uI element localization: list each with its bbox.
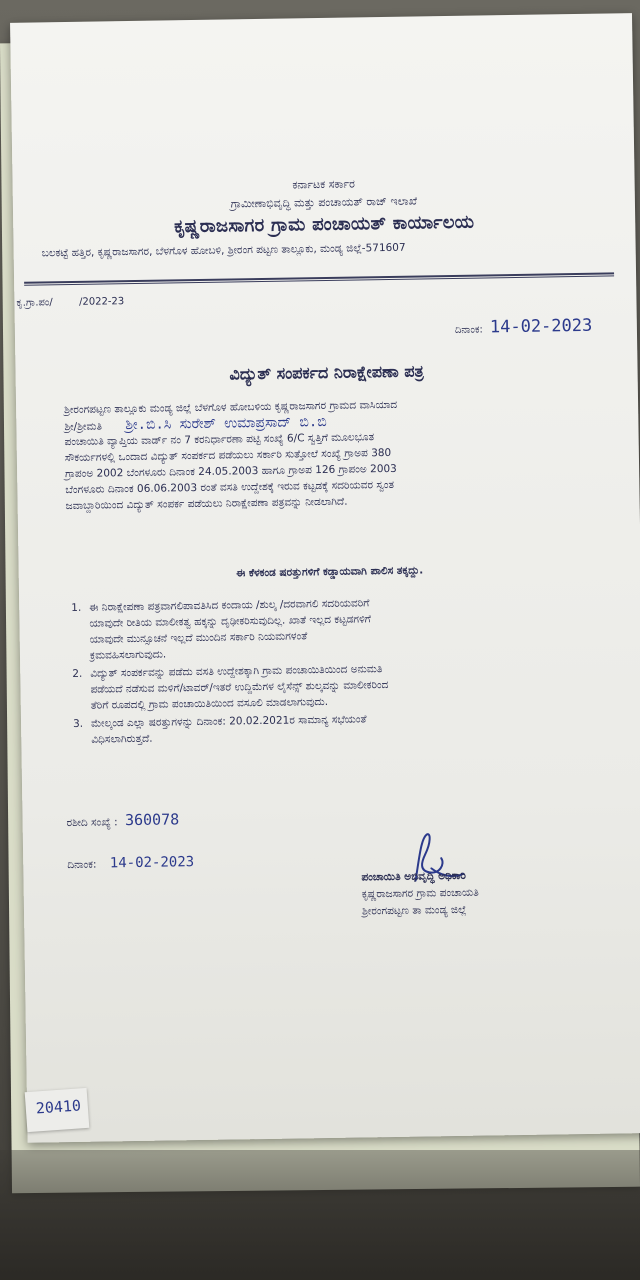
- conditions-list: [67, 591, 629, 750]
- signatory-location: ಶ್ರೀರಂಗಪಟ್ಟಣ ತಾ ಮಂಡ್ಯ ಜಿಲ್ಲೆ: [361, 903, 467, 918]
- condition-item: [68, 657, 629, 714]
- desk-shadow: [0, 1150, 640, 1280]
- letter-date-value: 14-02-2023: [489, 315, 593, 338]
- body-line: ಶ್ರೀರಂಗಪಟ್ಟಣ ತಾಲ್ಲೂಕು ಮಂಡ್ಯ ಜಿಲ್ಲೆ ಬೆಳಗೊಳ ಹೋಬಳಿಯ ಕೃಷ್ಣರಾಜಸಾಗರ ಗ್ರಾಮದ ವಾಸಿಯಾದ: [64, 398, 398, 417]
- reference-number: [16, 296, 124, 309]
- condition-item: [69, 707, 629, 748]
- letter-date: [455, 316, 593, 338]
- handwritten-note: 20410: [35, 1096, 82, 1118]
- condition-line: ಯಾವುದೇ ಮುನ್ಸೂಚನೆ ಇಲ್ಲದೆ ಮುಂದಿನ ಸರ್ಕಾರಿ ನಿಯಮಗಳಂತೆ: [89, 630, 308, 646]
- footer-date-label: ದಿನಾಂಕ:: [67, 858, 97, 872]
- letter-date-label: ದಿನಾಂಕ:: [454, 324, 483, 336]
- receipt-number: [66, 810, 179, 830]
- govt-heading: ಕರ್ನಾಟಕ ಸರ್ಕಾರ: [292, 177, 355, 192]
- reference-prefix: ಕೃ.ಗ್ರಾ.ಪಂ/: [16, 297, 53, 309]
- noc-letter: [10, 13, 640, 1143]
- condition-line: ತೆರಿಗೆ ರೂಪದಲ್ಲಿ ಗ್ರಾಮ ಪಂಚಾಯಿತಿಯಿಂದ ವಸೂಲಿ ಮಾಡಲಾಗುವುದು.: [90, 695, 329, 712]
- department-heading: ಗ್ರಾಮೀಣಾಭಿವೃದ್ಧಿ ಮತ್ತು ಪಂಚಾಯತ್ ರಾಜ್ ಇಲಾಖೆ: [230, 194, 418, 211]
- receipt-value: 360078: [124, 810, 180, 830]
- letter-body: [64, 393, 626, 514]
- signatory-office: ಕೃಷ್ಣರಾಜಸಾಗರ ಗ್ರಾಮ ಪಂಚಾಯತಿ: [361, 886, 479, 901]
- condition-line: ಯಾವುದೇ ರೀತಿಯ ಮಾಲೀಕತ್ವ ಹಕ್ಕನ್ನು ದೃಢೀಕರಿಸುವುದಿಲ್ಲ. ಖಾತೆ ಇಲ್ಲದ ಕಟ್ಟಡಗಳಿಗೆ: [89, 613, 371, 630]
- condition-line: ಕ್ರಮವಹಿಸಲಾಗುವುದು.: [89, 648, 167, 662]
- receipt-label: ರಶೀದಿ ಸಂಖ್ಯೆ :: [66, 816, 118, 830]
- condition-line: ಪಡೆಯದೆ ನಡೆಸುವ ಮಳಿಗೆ/ಟಾವರ್/ಇತರೆ ಉದ್ದಿಮೆಗಳ ಲೈಸೆನ್ಸ್ ಶುಲ್ಕವನ್ನು ಮಾಲೀಕರಿಂದ: [90, 679, 389, 696]
- condition-line: ಮೇಲ್ಕಂಡ ಎಲ್ಲಾ ಷರತ್ತುಗಳನ್ನು ದಿನಾಂಕ: 20.02.2021ರ ಸಾಮಾನ್ಯ ಸಭೆಯಂತೆ: [90, 713, 367, 730]
- body-line: ಬೆಂಗಳೂರು ದಿನಾಂಕ 06.06.2003 ರಂತೆ ವಸತಿ ಉದ್ದೇಶಕ್ಕೆ ಇರುವ ಕಟ್ಟಡಕ್ಕೆ ಸದರಿಯವರ ಸ್ವಂತ: [65, 478, 395, 497]
- conditions-title: ಈ ಕೆಳಕಂಡ ಷರತ್ತುಗಳಿಗೆ ಕಡ್ಡಾಯವಾಗಿ ಪಾಲಿಸ ತಕ್ಕದ್ದು.: [236, 564, 424, 580]
- applicant-name: ಶ್ರೀ.ಬಿ.ಸಿ ಸುರೇಶ್ ಉಮಾಪ್ರಸಾದ್ ಬಿ.ಬಿ: [125, 413, 327, 434]
- office-heading: ಕೃಷ್ಣರಾಜಸಾಗರ ಗ್ರಾಮ ಪಂಚಾಯತ್ ಕಾರ್ಯಾಲಯ: [174, 211, 475, 238]
- applicant-label: ಶ್ರೀ/ಶ್ರೀಮತಿ: [64, 420, 103, 434]
- condition-item: [67, 591, 628, 664]
- condition-number: 2.: [72, 667, 83, 680]
- document-title: ವಿದ್ಯುತ್ ಸಂಪರ್ಕದ ನಿರಾಕ್ಷೇಪಣಾ ಪತ್ರ: [229, 361, 424, 384]
- condition-line: ಈ ನಿರಾಕ್ಷೇಪಣಾ ಪತ್ರವಾಗಲಿಪಾವತಿಸಿದ ಕಂದಾಯ /ಶುಲ್ಕ /ದರವಾಗಲಿ ಸದರಿಯವರಿಗೆ: [89, 597, 370, 614]
- handwritten-note-slip: [25, 1088, 90, 1132]
- body-line: ಗ್ರಾಪಂಅ 2002 ಬೆಂಗಳೂರು ದಿನಾಂಕ 24.05.2003 ಹಾಗೂ ಗ್ರಾಅಪ 126 ಗ್ರಾಪಂಅ 2003: [65, 462, 397, 481]
- condition-number: 1.: [71, 601, 82, 614]
- body-line: ಜವಾಬ್ದಾರಿಯಿಂದ ವಿದ್ಯುತ್ ಸಂಪರ್ಕ ಪಡೆಯಲು ನಿರಾಕ್ಷೇಪಣಾ ಪತ್ರವನ್ನು ನೀಡಲಾಗಿದೆ.: [65, 495, 348, 513]
- header-divider: [24, 272, 614, 283]
- condition-line: ವಿದ್ಯುತ್ ಸಂಪರ್ಕವನ್ನು ಪಡೆದು ವಸತಿ ಉದ್ದೇಶಕ್ಕಾಗಿ ಗ್ರಾಮ ಪಂಚಾಯಿತಿಯಿಂದ ಅನುಮತಿ: [90, 663, 383, 680]
- footer-date-value: 14-02-2023: [109, 854, 195, 872]
- body-line: ಸೌಕರ್ಯಗಳಲ್ಲಿ ಒಂದಾದ ವಿದ್ಯುತ್ ಸಂಪರ್ಕದ ಪಡೆಯಲು ಸರ್ಕಾರಿ ಸುತ್ತೋಲೆ ಸಂಖ್ಯೆ ಗ್ರಾಅಪ 380: [64, 446, 392, 465]
- footer-date: [67, 854, 194, 872]
- signatory-block: [361, 868, 479, 921]
- condition-line: ವಿಧಿಸಲಾಗಿರುತ್ತದೆ.: [91, 732, 153, 746]
- office-address: ಬಲಕಟ್ಟೆ ಹತ್ತಿರ, ಕೃಷ್ಣರಾಜಸಾಗರ, ಬೆಳಗೊಳ ಹೋಬಳಿ, ಶ್ರೀರಂಗ ಪಟ್ಟಣ ತಾಲ್ಲೂಕು, ಮಂಡ್ಯ ಜಿಲ್ಲೆ-571607: [41, 241, 406, 260]
- reference-year: /2022-23: [78, 296, 125, 308]
- condition-number: 3.: [72, 717, 84, 730]
- body-line: ಪಂಚಾಯಿತಿ ವ್ಯಾಪ್ತಿಯ ವಾರ್ಡ್ ನಂ 7 ಕರನಿರ್ಧಾರಣಾ ಪಟ್ಟಿ ಸಂಖ್ಯೆ 6/C ಸ್ವತ್ತಿಗೆ ಮೂಲಭೂತ: [64, 431, 375, 449]
- signatory-designation: ಪಂಚಾಯಿತಿ ಅಭಿವೃದ್ಧಿ ಅಧಿಕಾರಿ: [361, 869, 466, 884]
